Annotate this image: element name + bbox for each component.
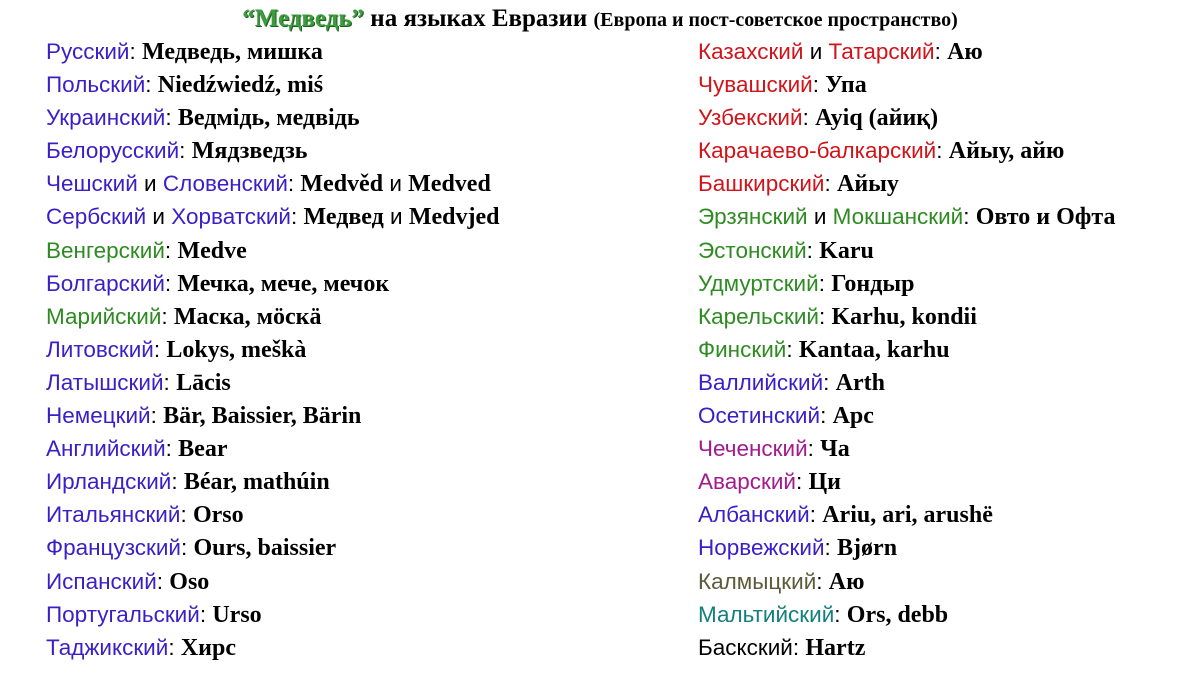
language-name: Чувашский — [698, 72, 813, 98]
language-name: Марийский — [46, 303, 162, 329]
separator: : — [834, 601, 847, 627]
language-row — [698, 631, 1115, 664]
language-row — [46, 366, 500, 399]
bear-word: Medvjed — [408, 204, 500, 231]
language-name: Калмыцкий — [698, 568, 817, 594]
separator: : — [165, 105, 178, 131]
conjunction: и — [807, 204, 833, 230]
separator: : — [795, 469, 809, 495]
bear-word: Ariu, ari, arushë — [822, 502, 993, 529]
right-language-column — [698, 35, 1115, 664]
language-row — [698, 267, 1115, 300]
language-row — [698, 366, 1115, 399]
language-name: Чешский — [46, 171, 138, 197]
language-name: Татарский — [828, 39, 935, 64]
separator: : — [181, 535, 194, 561]
language-name: Карельский — [698, 303, 819, 329]
language-row — [46, 167, 500, 200]
language-row — [46, 200, 500, 233]
conjunction: и — [146, 204, 172, 230]
bear-word: Ци — [808, 469, 841, 496]
language-name: Португальский — [46, 601, 200, 627]
bear-word: Упа — [825, 72, 867, 99]
bear-word: Ча — [820, 436, 850, 463]
bear-word: Oso — [169, 568, 210, 595]
bear-word: Аю — [828, 568, 865, 595]
separator: : — [161, 303, 174, 329]
separator: : — [153, 336, 167, 362]
language-row — [698, 498, 1115, 531]
language-row — [698, 432, 1115, 465]
bear-word: Ayiq (айиқ) — [815, 105, 939, 132]
bear-word: Овто и Офта — [975, 204, 1116, 231]
separator: : — [168, 634, 181, 660]
bear-word: Айыу, айю — [948, 138, 1065, 165]
bear-word: Niedźwiedź, miś — [157, 72, 324, 99]
language-row — [698, 234, 1115, 267]
bear-word: Ведмідь, медвідь — [177, 105, 360, 132]
language-name: Польский — [46, 72, 146, 98]
language-name: Эрзянский — [698, 204, 808, 230]
bear-word: Kantaa, karhu — [798, 336, 950, 363]
language-row — [698, 101, 1115, 134]
language-row — [46, 498, 500, 531]
separator: : — [802, 105, 816, 131]
separator: : — [936, 138, 949, 164]
conjunction: и — [383, 204, 409, 230]
bear-word: Béar, mathúin — [183, 469, 330, 496]
conjunction: и — [137, 171, 163, 197]
language-row — [698, 167, 1115, 200]
language-name: Немецкий — [46, 403, 151, 429]
language-name: Узбекский — [698, 105, 803, 131]
language-name: Венгерский — [46, 237, 165, 263]
language-row — [46, 333, 500, 366]
conjunction: и — [383, 171, 409, 197]
bear-word: Arth — [835, 369, 885, 396]
language-row — [46, 631, 500, 664]
separator: : — [163, 369, 177, 395]
language-name: Аварский — [698, 469, 796, 495]
separator: : — [816, 568, 829, 594]
bear-word: Медведь, мишка — [142, 39, 323, 65]
bear-word: Bear — [178, 436, 228, 463]
bear-word: Медвед — [303, 204, 384, 231]
bear-word: Lācis — [176, 369, 231, 396]
language-name: Эстонский — [698, 237, 807, 263]
bear-word: Medved — [408, 171, 491, 198]
separator: : — [150, 403, 164, 429]
separator: : — [145, 72, 158, 98]
language-row — [698, 598, 1115, 631]
language-name: Карачаево-балкарский — [698, 138, 937, 164]
title-middle: на языках Евразии — [364, 5, 594, 32]
separator: : — [818, 270, 832, 296]
language-name: Норвежский — [698, 535, 825, 561]
separator: : — [287, 171, 301, 197]
language-name: Мальтийский — [698, 601, 835, 627]
language-row — [698, 300, 1115, 333]
separator: : — [807, 436, 821, 462]
language-name: Украинский — [46, 105, 166, 131]
language-row — [46, 432, 500, 465]
bear-word: Urso — [212, 601, 262, 628]
separator: : — [963, 204, 976, 230]
separator: : — [792, 634, 806, 660]
language-name: Итальянский — [46, 502, 181, 528]
language-name: Французский — [46, 535, 181, 561]
language-name: Хорватский — [171, 204, 292, 230]
separator: : — [934, 39, 948, 64]
language-name: Таджикский — [46, 634, 169, 660]
language-name: Албанский — [698, 502, 810, 528]
separator: : — [806, 237, 820, 263]
separator: : — [786, 336, 799, 362]
language-row — [698, 465, 1115, 498]
bear-word: Гондыр — [831, 270, 915, 297]
language-name: Белорусский — [46, 138, 180, 164]
separator: : — [824, 171, 838, 197]
bear-word: Арс — [832, 403, 874, 430]
language-name: Литовский — [46, 336, 154, 362]
bear-word: Аю — [947, 39, 983, 65]
language-row — [698, 68, 1115, 101]
bear-word: Medvěd — [300, 171, 384, 198]
language-name: Валлийский — [698, 369, 824, 395]
separator: : — [165, 436, 179, 462]
language-row — [46, 300, 500, 333]
language-row — [698, 200, 1115, 233]
language-name: Ирландский — [46, 469, 172, 495]
language-row — [46, 35, 500, 68]
page-title — [0, 5, 1200, 33]
language-row — [698, 134, 1115, 167]
separator: : — [180, 502, 193, 528]
language-row — [46, 565, 500, 598]
separator: : — [812, 72, 826, 98]
bear-word: Medve — [177, 237, 247, 264]
title-subtitle: (Европа и пост-советское пространство) — [593, 9, 958, 31]
language-row — [46, 598, 500, 631]
bear-word: Маска, мöскä — [173, 303, 322, 330]
language-name: Финский — [698, 336, 787, 362]
bear-word: Hartz — [805, 634, 866, 661]
bear-word: Lokys, meškà — [166, 336, 307, 363]
separator: : — [824, 535, 838, 561]
language-name: Башкирский — [698, 171, 825, 197]
language-row — [698, 333, 1115, 366]
separator: : — [171, 469, 184, 495]
separator: : — [164, 270, 178, 296]
left-language-column — [46, 35, 500, 664]
bear-word: Ors, debb — [846, 601, 949, 628]
language-name: Баскский — [698, 634, 793, 660]
language-row — [46, 531, 500, 564]
language-name: Удмуртский — [698, 270, 819, 296]
separator: : — [818, 303, 832, 329]
conjunction: и — [803, 39, 829, 64]
language-row — [698, 35, 1115, 68]
separator: : — [809, 502, 823, 528]
separator: : — [823, 369, 836, 395]
language-name: Казахский — [698, 39, 804, 64]
bear-word: Мечка, мече, мечок — [177, 270, 390, 297]
language-name: Латышский — [46, 369, 164, 395]
separator: : — [179, 138, 192, 164]
separator: : — [164, 237, 178, 263]
separator: : — [199, 601, 213, 627]
language-name: Английский — [46, 436, 166, 462]
language-row — [698, 531, 1115, 564]
language-row — [46, 465, 500, 498]
language-name: Чеченский — [698, 436, 808, 462]
separator: : — [820, 403, 833, 429]
bear-word: Bjørn — [837, 535, 898, 562]
bear-word: Мядзведзь — [191, 138, 308, 165]
bear-word: Karhu, kondii — [831, 303, 977, 330]
language-name: Испанский — [46, 568, 157, 594]
language-row — [46, 267, 500, 300]
separator: : — [156, 568, 170, 594]
language-row — [46, 134, 500, 167]
title-main: “Медведь” — [242, 5, 365, 32]
language-row — [698, 565, 1115, 598]
language-name: Русский — [46, 39, 130, 64]
language-row — [46, 68, 500, 101]
bear-word: Karu — [819, 237, 874, 264]
bear-word: Ours, baissier — [193, 535, 337, 562]
language-row — [46, 101, 500, 134]
language-name: Осетинский — [698, 403, 821, 429]
language-name: Мокшанский — [832, 204, 964, 230]
language-name: Болгарский — [46, 270, 165, 296]
separator: : — [291, 204, 304, 230]
language-row — [46, 234, 500, 267]
bear-word: Хирс — [180, 634, 237, 661]
language-row — [46, 399, 500, 432]
language-name: Словенский — [162, 171, 288, 197]
language-name: Сербский — [46, 204, 147, 230]
language-row — [698, 399, 1115, 432]
bear-word: Orso — [192, 502, 244, 529]
separator: : — [129, 39, 143, 64]
bear-word: Bär, Baissier, Bärin — [163, 403, 362, 430]
bear-word: Айыу — [837, 171, 899, 198]
